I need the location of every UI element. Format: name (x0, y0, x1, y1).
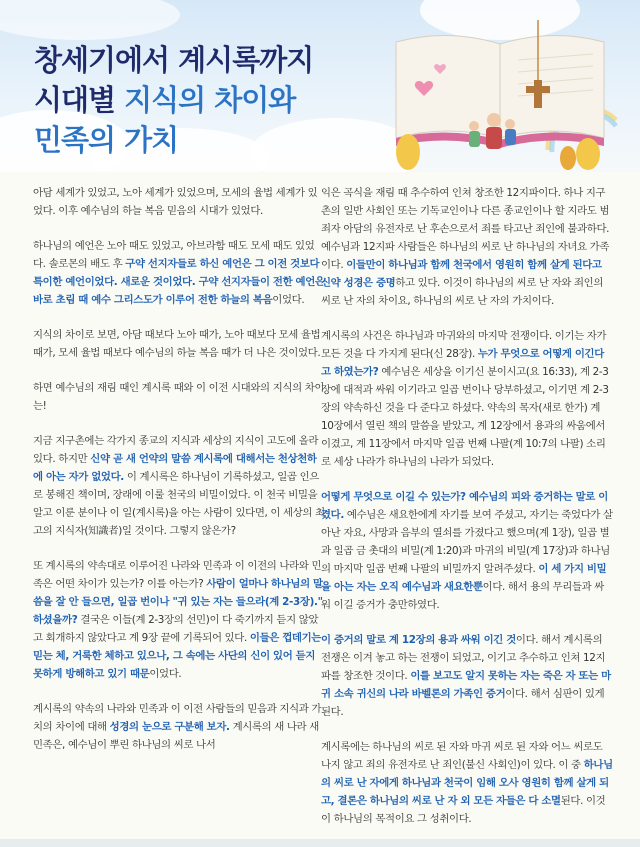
body-text: 이었다. (272, 294, 305, 306)
paragraph (33, 326, 325, 362)
paragraph (321, 488, 613, 614)
right-column (321, 184, 613, 845)
body-text: 계시록의 새 나라 새 민족은, 예수님이 뿌린 하나님의 씨로 나서 (33, 721, 319, 751)
body-text: 예수님은 세상을 이기신 분이시고(요 16:33), 계 2-3장에 대적과 싸워 이기라고 일곱 번이나 당부하셨고, 이기면 계 2-3장의 약속하신 것을 다 준다고 하셨다. 약속의 목자(새로 한가) 계 10장에서 열린 책의 말씀을 받았고, 계 12장에서 용과의 싸움에서 이겼고, 계 11장에서 마지막 일곱 번째 나팔(계 10:7의 나팔) 소리로 세상 나라가 하나님의 나라가 되었다. (321, 366, 609, 468)
body-text: 하나님의 예언은 노아 때도 있었고, 아브라함 때도 모세 때도 있었다. 솔로몬의 배도 후 (33, 240, 315, 270)
paragraph (33, 237, 325, 309)
emphasis-text: 이를 보고도 알지 못하는 자는 죽은 자 또는 마귀 소속 귀신의 나라 바벨론의 가족인 증거 (321, 670, 611, 700)
title-line-3: 민족의 가치 (34, 123, 179, 157)
emphasis-text: 이 세 가지 비밀을 아는 자는 오직 예수님과 새요한뿐 (321, 563, 607, 593)
body-text: 계시록에는 하나님의 씨로 된 자와 마귀 씨로 된 자와 어느 씨로도 나지 않고 죄의 유전자로 난 죄인(불신 사회인)이 있다. 이 중 (321, 741, 603, 771)
title-highlight: 지식의 차이와 (124, 83, 296, 117)
cloud-decoration (0, 0, 180, 40)
body-text: 이었다. (149, 668, 182, 680)
footer-strip (0, 839, 640, 847)
emphasis-text: 하나님의 씨로 난 자에게 하나님과 천국이 임해 오사 영원히 함께 살게 되고, 결론은 하나님의 씨로 난 자 외 모든 자들은 다 소멸 (321, 759, 613, 807)
paragraph (33, 432, 325, 540)
emphasis-text: 이들만이 하나님과 함께 천국에서 영원히 함께 살게 된다고 신약 성경은 증명 (321, 259, 602, 289)
title-line-1: 창세기에서 계시록까지 (34, 43, 314, 77)
paragraph (321, 738, 613, 828)
header-banner (0, 0, 640, 172)
body-text: 이다. 해서 용의 무리들과 싸워 이길 증거가 충만하였다. (321, 581, 604, 611)
paragraph (33, 184, 325, 220)
body-text: 하고 있다. 이것이 하나님의 씨로 난 자와 죄인의 씨로 난 자의 차이요, 하나님의 씨로 난 자의 가치이다. (321, 277, 604, 307)
emphasis-text: 사람이 얼마나 하나님의 말씀을 잘 안 들으면, 일곱 번이나 "귀 있는 자는 들으라(계 2-3장)." 하셨을까? (33, 578, 323, 626)
paragraph (33, 379, 325, 415)
paragraph (321, 631, 613, 721)
paragraph (33, 700, 325, 754)
emphasis-text: 이들은 껍데기는 믿는 체, 거룩한 체하고 있으나, 그 속에는 사단의 신이 있어 듣지 못하게 방해하고 있기 때문 (33, 632, 321, 680)
left-column (33, 184, 325, 771)
body-text: 지금 지구촌에는 각가지 종교의 지식과 세상의 지식이 고도에 올라 있다. 하지만 (33, 435, 319, 465)
body-text: 이다. 해서 계시록의 전쟁은 이겨 놓고 하는 전쟁이 되었고, 이기고 추수하고 인쳐 12지파를 창조한 것이다. (321, 634, 606, 682)
paragraph (321, 184, 613, 310)
article-body (0, 176, 640, 836)
open-bible-with-cross-illustration (388, 20, 618, 170)
body-text: 결국은 이들(계 2-3장의 선민)이 다 죽기까지 듣지 않았고 회개하지 않았다고 계 9장 끝에 기록되어 있다. (33, 614, 319, 644)
page-title (34, 40, 394, 160)
body-text: 익은 곡식을 재림 때 추수하여 인쳐 창조한 12지파이다. 하나 지구촌의 일반 사회인 또는 기독교인이나 다른 종교인이나 할 지라도 범죄자 아담의 유전자로 난 후손으로서 죄를 타고난 죄인에 불과하다. 예수님과 12지파 사람들은 하나님의 씨로 난 하나님의 자녀요 가족이다. (321, 187, 610, 271)
title-line-2: 시대별 지식의 차이와 (34, 83, 296, 117)
body-text: 예수님은 새요한에게 자기를 보여 주셨고, 자기는 죽었다가 살아난 자요, 사망과 음부의 열쇠를 가졌다고 했으며(계 1장), 일곱 별과 일곱 금 촛대의 비밀(계 1:20)과 마귀의 비밀(계 17장)과 하나님의 마지막 일곱 번째 나팔의 비밀까지 알려주셨다. (321, 509, 613, 575)
emphasis-text: 신약 곧 새 언약의 말씀 계시록에 대해서는 천상천하에 아는 자가 없었다. (33, 453, 317, 483)
body-text: 이다. 해서 심판이 있게 된다. (321, 688, 605, 718)
body-text: 하면 예수님의 재림 때인 계시록 때와 이 이전 시대와의 지식의 차이는! (33, 382, 325, 412)
paragraph (321, 327, 613, 471)
body-text: 또 계시록의 약속대로 이루어진 나라와 민족과 이 이전의 나라와 민족은 어떤 차이가 있는가? 이를 아는가? (33, 560, 322, 590)
paragraph (33, 557, 325, 683)
body-text: 된다. 이것이 하나님의 목적이요 그 성취이다. (321, 795, 606, 825)
body-text: 계시록의 사건은 하나님과 마귀와의 마지막 전쟁이다. 이기는 자가 모든 것을 다 가지게 된다(신 28장). (321, 330, 607, 360)
emphasis-text: 성경의 눈으로 구분해 보자. (109, 721, 230, 733)
body-text: 지식의 차이로 보면, 아담 때보다 노아 때가, 노아 때보다 모세 율법 때가, 모세 율법 때보다 예수님의 하늘 복음 때가 더 나은 것이었다. (33, 329, 321, 359)
body-text: 아담 세계가 있었고, 노아 세계가 있었으며, 모세의 율법 세계가 있었다. 이후 예수님의 하늘 복음 믿음의 시대가 있었다. (33, 187, 318, 217)
body-text: 계시록의 약속의 나라와 민족과 이 이전 사람들의 믿음과 지식과 가치의 차이에 대해 (33, 703, 322, 733)
emphasis-text: 누가 무엇으로 어떻게 이긴다고 하였는가? (321, 348, 604, 378)
emphasis-text: 구약 선지자들로 하신 예언은 그 이전 것보다 특이한 예언이었다. 새로운 것이었다. 구약 선지자들이 전한 예언은 바로 초림 때 예수 그리스도가 이루어 전한 하늘의 복음 (33, 258, 325, 306)
emphasis-text: 이 증거의 말로 계 12장의 용과 싸워 이긴 것 (321, 634, 516, 646)
body-text: 이 계시록은 하나님이 기록하셨고, 일곱 인으로 봉해진 책이며, 장래에 이룰 천국의 비밀이었다. 이 천국 비밀을 알고 이룬 분이나 이 일(계시록)을 아는 사람이 있다면, 이 세상의 최고의 지식자(知識者)일 것이다. 그렇지 않은가? (33, 471, 325, 537)
emphasis-text: 어떻게 무엇으로 이길 수 있는가? 예수님의 피와 증거하는 말로 이겼다. (321, 491, 608, 521)
